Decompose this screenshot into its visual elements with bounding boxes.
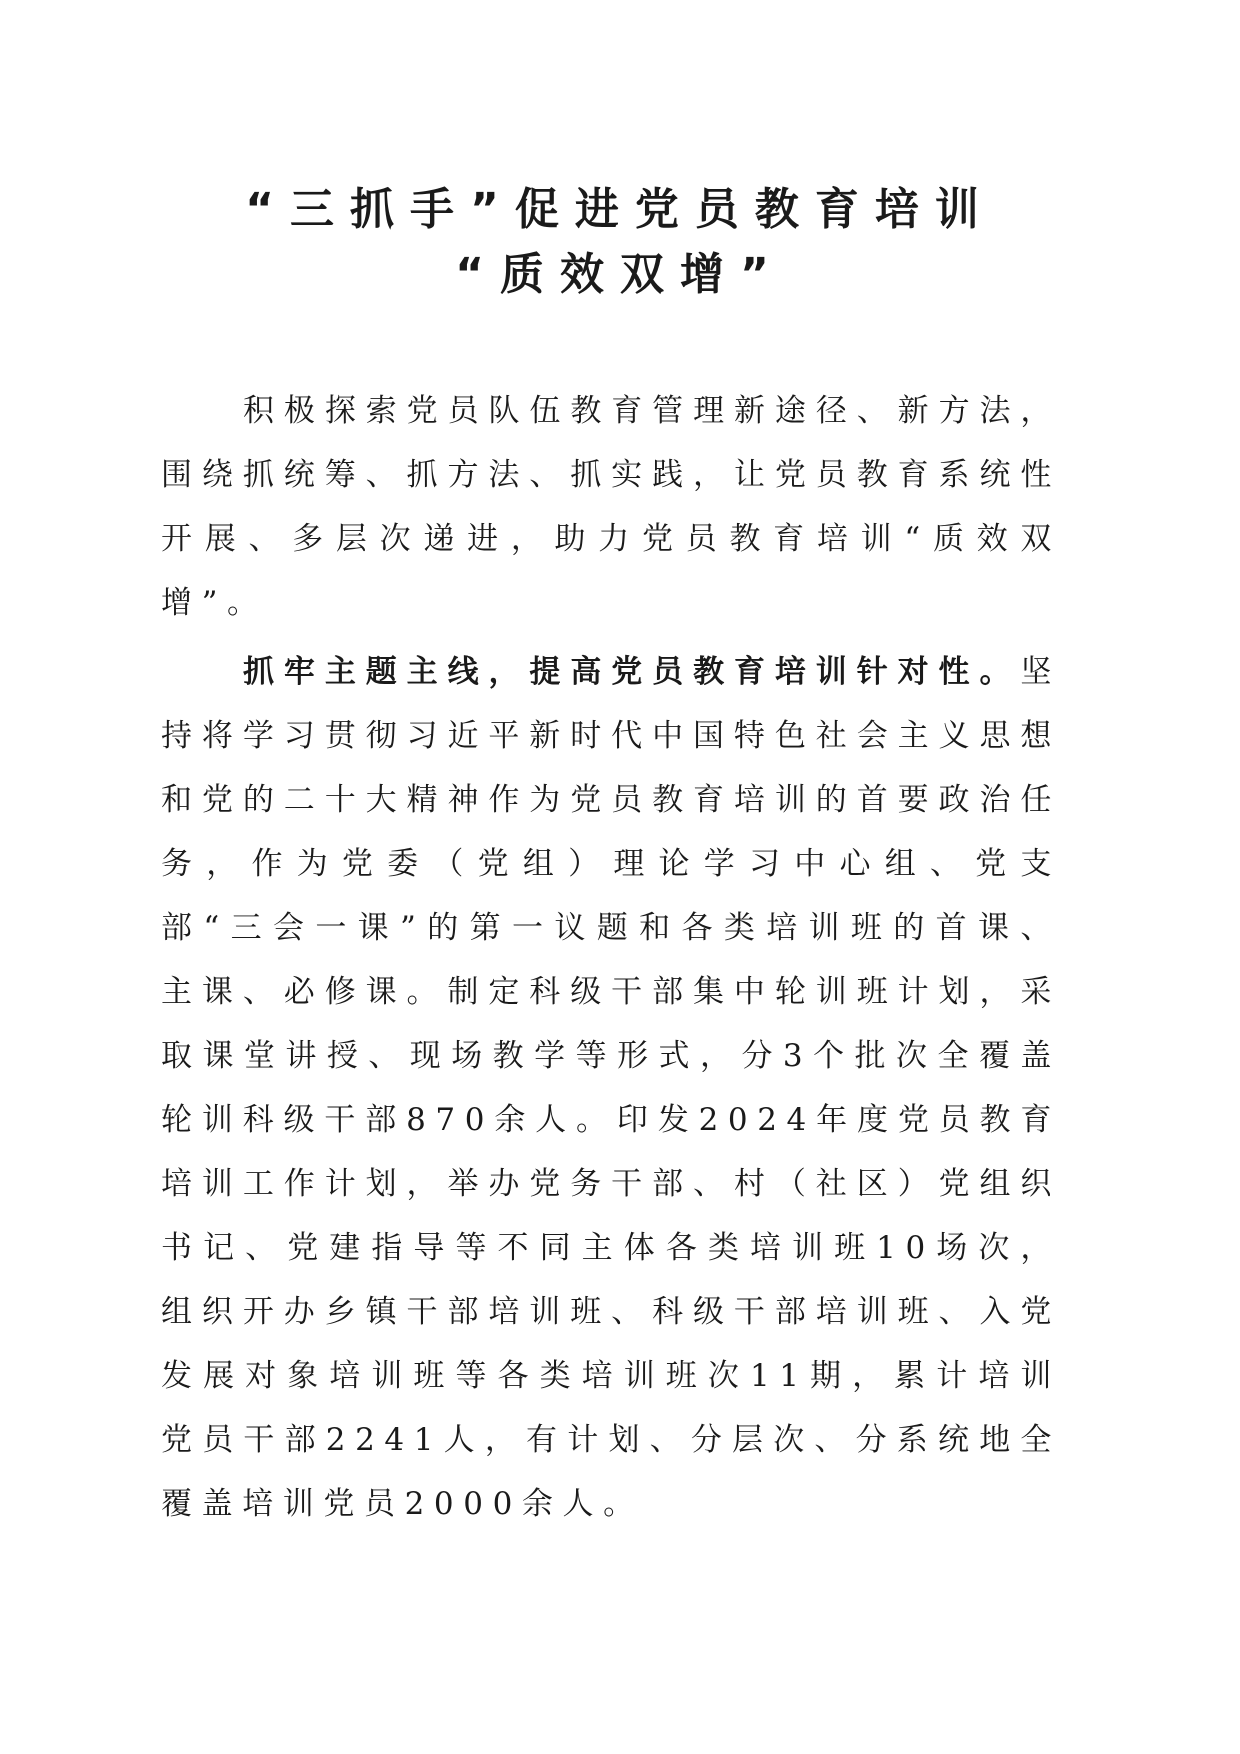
paragraph-theme bbox=[161, 640, 1061, 1536]
paragraph-theme-lead: 抓牢主题主线，提高党员教育培训针对性。 bbox=[243, 654, 1021, 690]
document-title-line-2: “质效双增” bbox=[455, 249, 785, 300]
paragraph-theme-body bbox=[161, 640, 1061, 1536]
paragraph-intro-text: 积极探索党员队伍教育管理新途径、新方法，围绕抓统筹、抓方法、抓实践，让党员教育系统性开展、多层次递进，助力党员教育培训“质效双增”。 bbox=[161, 393, 1061, 621]
document-title-line-1: “三抓手”促进党员教育培训 bbox=[245, 184, 995, 235]
paragraph-intro bbox=[161, 379, 1061, 635]
paragraph-theme-text: 坚持将学习贯彻习近平新时代中国特色社会主义思想和党的二十大精神作为党员教育培训的首要政治任务，作为党委（党组）理论学习中心组、党支部“三会一课”的第一议题和各类培训班的首课、主课、必修课。制定科级干部集中轮训班计划，采取课堂讲授、现场教学等形式，分3个批次全覆盖轮训科级干部870余人。印发2024年度党员教育培训工作计划，举办党务干部、村（社区）党组织书记、党建指导等不同主体各类培训班10场次，组织开办乡镇干部培训班、科级干部培训班、入党发展对象培训班等各类培训班次11期，累计培训党员干部2241人，有计划、分层次、分系统地全覆盖培训党员2000余人。 bbox=[161, 654, 1061, 1522]
